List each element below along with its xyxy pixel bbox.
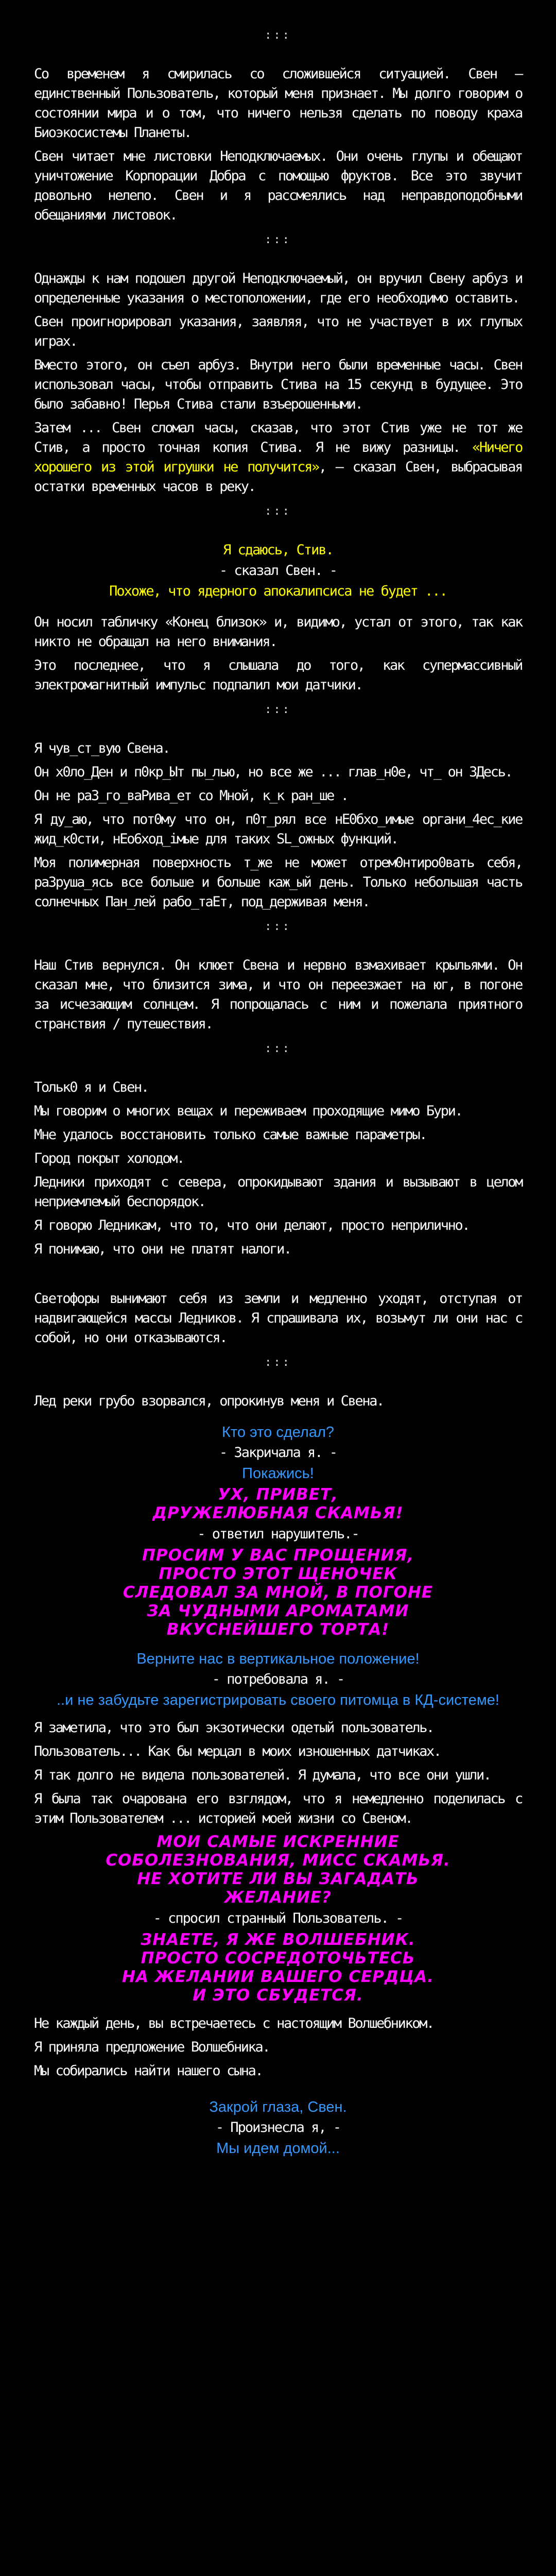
paragraph: Пользователь... Как бы мерцал в моих изношенных датчиках.	[34, 1743, 441, 1759]
section-separator: :::	[265, 505, 291, 518]
caps-line: ДРУЖЕЛЮБНАЯ СКАМЬЯ!	[152, 1504, 404, 1522]
glitched-paragraph: Он х0ло_Ден и п0кр_Ыт пы_лью, но все же ... глав_н0е, чт_ он 3Десь.	[34, 764, 512, 780]
paragraph: Он носил табличку «Конец близок» и, видимо, устал от этого, так как никто не обращал на него внимания.	[34, 614, 522, 650]
section-separator: :::	[265, 1042, 291, 1055]
caps-line: ПРОСТО СОСРЕДОТОЧЬТЕСЬ	[141, 1949, 415, 1968]
caps-line: ВКУСНЕЙШЕГО ТОРТА!	[166, 1620, 390, 1639]
section-separator: :::	[265, 920, 291, 933]
paragraph: Светофоры вынимают себя из земли и медленно уходят, отступая от надвигающейся массы Ледников. Я спрашивала их, возьмут ли они нас с собой, но они отказываются.	[34, 1291, 522, 1346]
paragraph: Со временем я смирилась со сложившейся ситуацией. Свен – единственный Пользователь, который меня признает. Мы долго говорим о состоянии мира и о том, что ничего нельзя сделать по поводу краха Биоэкосистемы Планеты.	[34, 66, 522, 141]
paragraph: Не каждый день, вы встречаетесь с настоящим Волшебником.	[34, 2015, 433, 2031]
paragraph: Я говорю Ледникам, что то, что они делают, просто неприлично.	[34, 1217, 470, 1233]
dialogue-line-blue: Кто это сделал?	[221, 1424, 335, 1440]
paragraph: Я заметила, что это был экзотически одетый пользователь.	[34, 1720, 433, 1736]
section-separator: :::	[265, 29, 291, 42]
caps-line: СОБОЛЕЗНОВАНИЯ, МИСС СКАМЬЯ.	[106, 1851, 450, 1870]
paragraph: Тольк0 я и Свен.	[34, 1079, 148, 1095]
caps-line: ЖЕЛАНИЕ?	[224, 1888, 332, 1907]
paragraph: Это последнее, что я слышала до того, как супермассивный электромагнитный импульс подпалил мои датчики.	[34, 657, 522, 693]
paragraph: Однажды к нам подошел другой Неподключаемый, он вручил Свену арбуз и определенные указания о местоположении, где его необходимо оставить.	[34, 270, 522, 306]
caps-line: ЗА ЧУДНЫМИ АРОМАТАМИ	[147, 1602, 409, 1620]
caps-line: НА ЖЕЛАНИИ ВАШЕГО СЕРДЦА.	[122, 1968, 434, 1986]
paragraph: Мне удалось восстановить только самые важные параметры.	[34, 1127, 427, 1143]
caps-line: МОИ САМЫЕ ИСКРЕННИЕ	[157, 1833, 399, 1851]
quote-highlight: «Ничего хорошего из этой игрушки не получится»	[34, 439, 522, 475]
glitched-paragraph: Я чув_ст_вую Свена.	[34, 740, 170, 756]
paragraph: Мы собирались найти нашего сына.	[34, 2063, 263, 2079]
paragraph: Лед реки грубо взорвался, опрокинув меня и Свена.	[34, 1393, 384, 1409]
paragraph: Ледники приходят с севера, опрокидывают здания и вызывают в целом неприемлемый беспорядок.	[34, 1174, 522, 1210]
dialogue-caps-magenta	[34, 1833, 522, 1907]
paragraph: Я так долго не видела пользователей. Я думала, что все они ушли.	[34, 1767, 491, 1783]
caps-line: И ЭТО СБУДЕТСЯ.	[193, 1986, 363, 2005]
dialogue-tag: - ответил нарушитель.-	[197, 1526, 359, 1542]
dialogue-caps-magenta	[34, 1546, 522, 1639]
caps-line: НЕ ХОТИТЕ ЛИ ВЫ ЗАГАДАТЬ	[137, 1870, 419, 1888]
paragraph: Я была так очарована его взглядом, что я немедленно поделилась с этим Пользователем ... историей моей жизни со Свеном.	[34, 1791, 522, 1826]
caps-line: ЗНАЕТЕ, Я ЖЕ ВОЛШЕБНИК.	[141, 1930, 415, 1949]
dialogue-tag: - сказал Свен. -	[219, 563, 337, 579]
caps-line: УХ, ПРИВЕТ,	[218, 1485, 338, 1504]
dialogue-line-blue: ..и не забудьте зарегистрировать своего питомца в КД-системе!	[56, 1692, 499, 1708]
section-separator: :::	[265, 233, 291, 246]
dialogue-line-yellow: Похоже, что ядерного апокалипсиса не будет ...	[109, 583, 447, 599]
paragraph: Свен читает мне листовки Неподключаемых. Они очень глупы и обещают уничтожение Корпорации Добра с помощью фруктов. Все это звучит довольно нелепо. Свен и я рассмеялись над неправдоподобными обещаниями листовок.	[34, 148, 522, 223]
paragraph: Вместо этого, он съел арбуз. Внутри него были временные часы. Свен использовал часы, чтобы отправить Стива на 15 секунд в будущее. Это было забавно! Перья Стива стали взъерошенными.	[34, 357, 522, 412]
paragraph: Я приняла предложение Волшебника.	[34, 2039, 270, 2055]
dialogue-line-blue: Покажись!	[242, 1465, 314, 1482]
paragraph: Я понимаю, что они не платят налоги.	[34, 1241, 291, 1257]
paragraph: Свен проигнорировал указания, заявляя, что не участвует в их глупых играх.	[34, 314, 522, 349]
dialogue-tag: - спросил странный Пользователь. -	[153, 1910, 403, 1926]
paragraph: Мы говорим о многих вещах и переживаем проходящие мимо Бури.	[34, 1103, 462, 1119]
glitched-paragraph: Я ду_аю, что пот0му что он, п0т_рял все нЕ0бхо_имые органи_4ес_кие жид_к0сти, нЕо6ход_iмые для таких SL_ожных функций.	[34, 811, 522, 847]
caps-line: ПРОСИМ У ВАС ПРОЩЕНИЯ,	[142, 1546, 414, 1565]
dialogue-tag: - потребовала я. -	[212, 1671, 344, 1687]
caps-line: ПРОСТО ЭТОТ ЩЕНОЧЕК	[159, 1565, 397, 1583]
dialogue-caps-magenta	[34, 1930, 522, 2005]
dialogue-line-blue: Верните нас в вертикальное положение!	[136, 1651, 420, 1667]
paragraph: Наш Стив вернулся. Он клюет Свена и нервно взмахивает крыльями. Он сказал мне, что близится зима, и что он переезжает на юг, в погоне за исчезающим солнцем. Я попрощалась с ним и пожелала приятного странствия / путешествия.	[34, 957, 522, 1032]
section-separator: :::	[265, 1356, 291, 1369]
dialogue-line-blue: Мы идем домой...	[216, 2140, 340, 2157]
caps-line: СЛЕДОВАЛ ЗА МНОЙ, В ПОГОНЕ	[123, 1583, 433, 1602]
glitched-paragraph: Моя полимерная поверхность т_же не может отрем0нтиро0вать себя, ра3руша_ясь все больше и больше каж_ый день. Только небольшая часть солнечных Пан_лей рабо_таЕт, под_держивая меня.	[34, 855, 522, 910]
glitched-paragraph: Он не ра3_го_ваРива_ет со Мной, к_к ран_ше .	[34, 788, 348, 804]
dialogue-tag: - Закричала я. -	[219, 1445, 337, 1461]
paragraph-with-quote: Затем ... Свен сломал часы, сказав, что этот Стив уже не тот же Стив, а просто точная копия Стива. Я не вижу разницы. «Ничего хорошего из этой игрушки не получится», – сказал Свен, выбрасывая остатки временных часов в реку.	[34, 420, 522, 495]
dialogue-caps-magenta	[34, 1485, 522, 1522]
paragraph: Город покрыт холодом.	[34, 1150, 184, 1166]
dialogue-tag: - Произнесла я, -	[215, 2120, 341, 2136]
section-separator: :::	[265, 703, 291, 716]
dialogue-line-blue: Закрой глаза, Свен.	[209, 2099, 347, 2115]
dialogue-line-yellow: Я сдаюсь, Стив.	[223, 542, 333, 558]
